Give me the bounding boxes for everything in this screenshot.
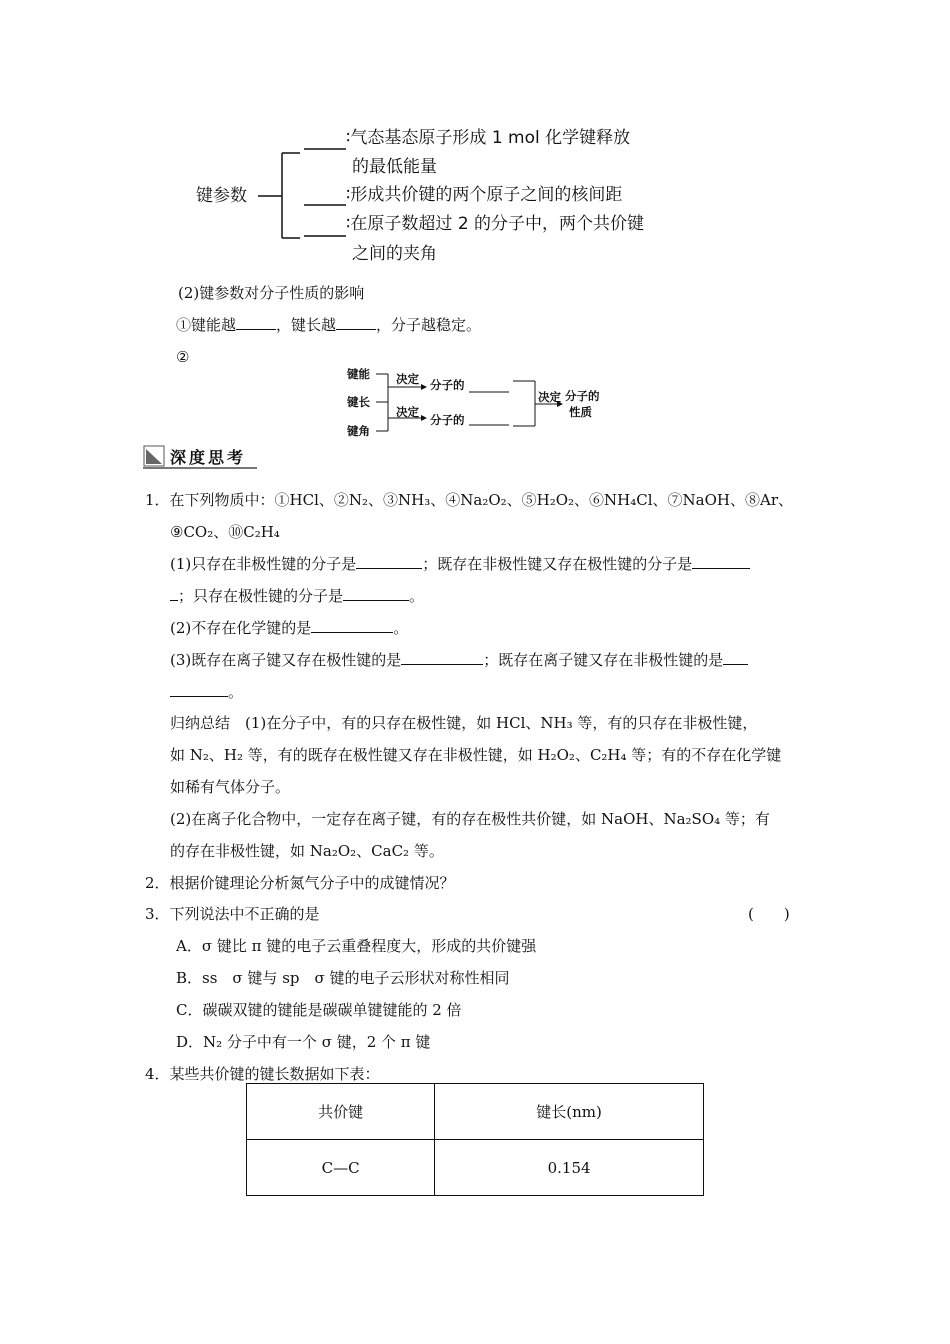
- q1-part-1: [170, 553, 750, 574]
- bond-energy-def-1: ∶气态基态原子形成 1 mol 化学键释放: [346, 128, 631, 148]
- q1-stem-2: ⑨CO₂、⑩C₂H₄: [170, 523, 280, 541]
- influence-item-1-mid: ，键长越: [276, 316, 337, 334]
- blank-q1-1c: [343, 585, 409, 601]
- q1-summary-3: 如稀有气体分子。: [170, 778, 291, 796]
- q1-summary-2: 如 N₂、H₂ 等，有的既存在极性键又存在非极性键，如 H₂O₂、C₂H₄ 等；有的不存在化学键: [170, 746, 782, 764]
- q1-part-3-cont: [170, 681, 243, 702]
- q4-stem: 4．某些共价键的键长数据如下表：: [145, 1065, 380, 1083]
- q1-part-1-b: ；既存在非极性键又存在极性键的分子是: [422, 555, 693, 573]
- bond-energy-def-2: 的最低能量: [352, 157, 437, 177]
- q1-part-2-end: 。: [393, 619, 409, 637]
- q3-option-c: C．碳碳双键的键能是碳碳单键键能的 2 倍: [176, 1001, 462, 1019]
- blank-q1-3a: [401, 649, 483, 665]
- q1-part-3-a: (3)既存在离子键又存在极性键的是: [170, 651, 402, 669]
- flow-final-1: 分子的: [565, 389, 600, 403]
- blank-q1-3b-cont: [170, 681, 228, 697]
- q3-option-b: B．ss σ 键与 sp σ 键的电子云形状对称性相同: [176, 969, 510, 987]
- q1-summary-4: (2)在离子化合物中，一定存在离子键，有的存在极性共价键，如 NaOH、Na₂SO₄ 等；有: [170, 810, 770, 828]
- flow-decide-2: 决定: [396, 405, 419, 419]
- q3-stem: 3．下列说法中不正确的是: [145, 905, 320, 923]
- q1-part-2: [170, 617, 408, 638]
- flow-label-bond-energy: 键能: [347, 367, 370, 381]
- q1-stem-1: 1．在下列物质中：①HCl、②N₂、③NH₃、④Na₂O₂、⑤H₂O₂、⑥NH₄Cl、⑦NaOH、⑧Ar、: [145, 491, 793, 509]
- flow-label-bond-length: 键长: [347, 395, 370, 409]
- q1-part-1-c: ；只存在极性键的分子是: [178, 587, 344, 605]
- bond-length-def: ∶形成共价键的两个原子之间的核间距: [346, 185, 623, 205]
- q3-answer-paren: ( ): [748, 905, 790, 923]
- q1-summary-5: 的存在非极性键，如 Na₂O₂、CaC₂ 等。: [170, 842, 444, 860]
- q1-summary-1: 归纳总结 (1)在分子中，有的只存在极性键，如 HCl、NH₃ 等，有的只存在非极性键，: [170, 714, 758, 732]
- bond-length-table: [246, 1083, 704, 1196]
- flow-label-bond-angle: 键角: [347, 424, 370, 438]
- flow-prop-a: 分子的: [430, 378, 465, 392]
- q2-text: 2．根据价键理论分析氮气分子中的成键情况？: [145, 874, 455, 892]
- blank-q1-2: [311, 617, 393, 633]
- q3-option-d: D．N₂ 分子中有一个 σ 键，2 个 π 键: [176, 1033, 431, 1051]
- flow-decide-3: 决定: [538, 390, 561, 404]
- blank-q1-3b: [723, 649, 748, 665]
- q1-part-1-end: 。: [409, 587, 425, 605]
- blank-q1-1b-cont: [170, 585, 178, 601]
- bond-params-root: 键参数: [196, 186, 247, 206]
- influence-item-2-marker: ②: [176, 348, 190, 366]
- blank-q1-1a: [356, 553, 422, 569]
- table-row: [247, 1140, 704, 1196]
- q1-part-3: [170, 649, 748, 670]
- section-title: 深度思考: [170, 448, 247, 467]
- bond-angle-def-2: 之间的夹角: [352, 244, 437, 264]
- table-header-row: [247, 1084, 704, 1140]
- q3-option-a: A．σ 键比 π 键的电子云重叠程度大，形成的共价键强: [176, 937, 537, 955]
- q1-part-3-b: ；既存在离子键又存在非极性键的是: [483, 651, 724, 669]
- table-header-length: 键长(nm): [435, 1084, 704, 1140]
- influence-item-1-suffix: ，分子越稳定。: [376, 316, 482, 334]
- table-cell-length: 0.154: [435, 1140, 704, 1196]
- q1-part-2-text: (2)不存在化学键的是: [170, 619, 312, 637]
- flow-arrows: [0, 0, 950, 460]
- flow-decide-1: 决定: [396, 372, 419, 386]
- section-underline: [143, 467, 257, 469]
- q1-part-1-a: (1)只存在非极性键的分子是: [170, 555, 357, 573]
- section-header-icon: [143, 445, 165, 467]
- influence-item-1-prefix: ①键能越: [176, 316, 237, 334]
- q1-part-3-end: 。: [228, 683, 244, 701]
- bond-angle-def-1: ∶在原子数超过 2 的分子中，两个共价键: [346, 214, 645, 234]
- table-cell-bond: C—C: [247, 1140, 435, 1196]
- flow-prop-b: 分子的: [430, 413, 465, 427]
- flow-final-2: 性质: [569, 405, 592, 419]
- table-header-bond: 共价键: [247, 1084, 435, 1140]
- q1-part-1-cont: [170, 585, 424, 606]
- blank-q1-1b: [692, 553, 750, 569]
- influence-heading: (2)键参数对分子性质的影响: [178, 284, 365, 302]
